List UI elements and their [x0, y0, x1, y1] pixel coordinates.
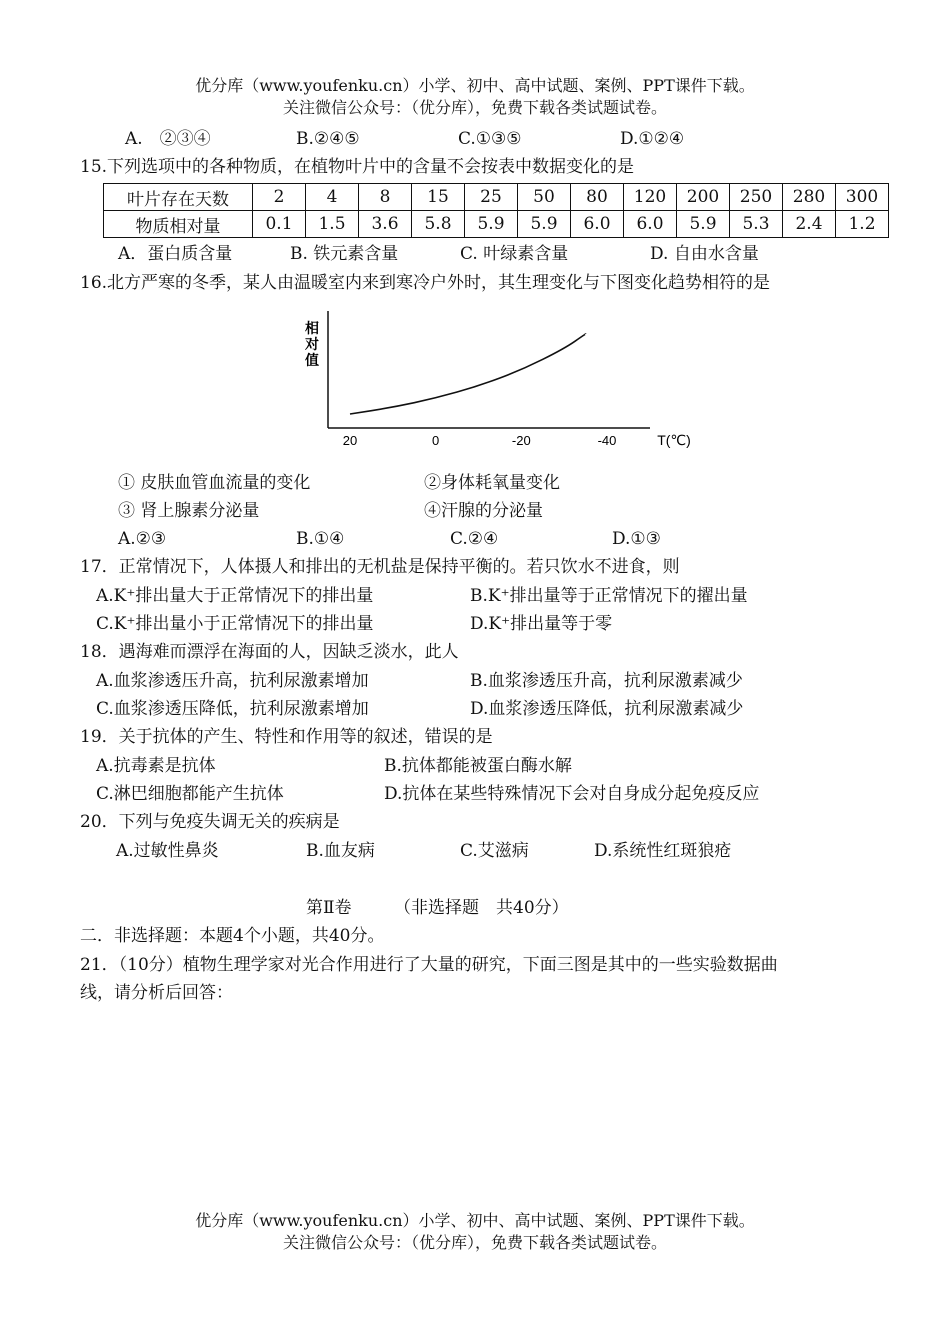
- q17-stem: 17．正常情况下，人体摄人和排出的无机盐是保持平衡的。若只饮水不进食，则: [80, 557, 680, 577]
- table-row: [104, 184, 889, 211]
- q19-option-b: B.抗体都能被蛋白酶水解: [384, 756, 572, 776]
- q16-stem: 16.北方严寒的冬季，某人由温暖室内来到寒冷户外时，其生理变化与下图变化趋势相符的是: [80, 273, 771, 293]
- table-cell: 6.0: [571, 211, 624, 238]
- section2-intro: 二．非选择题：本题4个小题，共40分。: [80, 926, 385, 946]
- q19-option-a: A.抗毒素是抗体: [96, 756, 216, 776]
- table-cell: 0.1: [253, 211, 306, 238]
- table-cell: 300: [836, 184, 889, 211]
- table-cell: 5.9: [518, 211, 571, 238]
- q18-option-d: D.血浆渗透压降低，抗利尿激素减少: [470, 699, 744, 719]
- table-cell: 250: [730, 184, 783, 211]
- table-cell: 120: [624, 184, 677, 211]
- chart-tick-label: -20: [511, 433, 531, 448]
- q16-option-b: B.①④: [296, 529, 345, 549]
- q20-option-a: A.过敏性鼻炎: [116, 841, 219, 861]
- q18-option-a: A.血浆渗透压升高，抗利尿激素增加: [96, 671, 369, 691]
- q16-item-4: ④汗腺的分泌量: [424, 501, 543, 521]
- q20-option-d: D.系统性红斑狼疮: [594, 841, 732, 861]
- q15-option-a: A．蛋白质含量: [118, 244, 233, 264]
- q19-option-d: D.抗体在某些特殊情况下会对自身成分起免疫反应: [384, 784, 760, 804]
- q17-option-d: D.K⁺排出量等于零: [470, 614, 613, 634]
- table-cell: 5.3: [730, 211, 783, 238]
- table-cell: 50: [518, 184, 571, 211]
- q14-option-a: A. ②③④: [125, 129, 211, 149]
- chart-ylabel-char: 值: [305, 352, 319, 368]
- q15-stem: 15.下列选项中的各种物质，在植物叶片中的含量不会按表中数据变化的是: [80, 157, 635, 177]
- chart-ylabel-char: 对: [305, 336, 319, 352]
- table-cell: 1.2: [836, 211, 889, 238]
- table-row-label: 物质相对量: [104, 211, 253, 238]
- q14-option-b: B.②④⑤: [296, 129, 360, 149]
- chart-tick-label: 20: [342, 433, 358, 448]
- q18-stem: 18．遇海难而漂浮在海面的人，因缺乏淡水，此人: [80, 642, 459, 662]
- q20-stem: 20．下列与免疫失调无关的疾病是: [80, 812, 340, 832]
- q20-option-b: B.血友病: [306, 841, 375, 861]
- q18-option-c: C.血浆渗透压降低，抗利尿激素增加: [96, 699, 369, 719]
- table-cell: 6.0: [624, 211, 677, 238]
- table-row: [104, 211, 889, 238]
- chart-ylabel-char: 相: [305, 320, 319, 336]
- q14-option-d: D.①②④: [620, 129, 685, 149]
- q20-option-c: C.艾滋病: [460, 841, 529, 861]
- table-row-label: 叶片存在天数: [104, 184, 253, 211]
- q16-item-1: ① 皮肤血管血流量的变化: [118, 473, 311, 493]
- q15-option-c: C. 叶绿素含量: [460, 244, 569, 264]
- q15-option-b: B. 铁元素含量: [290, 244, 399, 264]
- table-cell: 8: [359, 184, 412, 211]
- table-cell: 80: [571, 184, 624, 211]
- footer-line-2: 关注微信公众号：（优分库），免费下载各类试题试卷。: [282, 1233, 667, 1252]
- q14-option-c: C.①③⑤: [458, 129, 522, 149]
- header-line-1: 优分库（www.youfenku.cn）小学、初中、高中试题、案例、PPT课件下载。: [195, 76, 755, 95]
- table-cell: 200: [677, 184, 730, 211]
- q17-option-c: C.K⁺排出量小于正常情况下的排出量: [96, 614, 374, 634]
- table-cell: 15: [412, 184, 465, 211]
- q16-item-2: ②身体耗氧量变化: [424, 473, 560, 493]
- q16-chart: [290, 306, 710, 456]
- q19-stem: 19．关于抗体的产生、特性和作用等的叙述，错误的是: [80, 727, 493, 747]
- chart-series-line: [350, 334, 586, 414]
- table-cell: 280: [783, 184, 836, 211]
- table-cell: 5.8: [412, 211, 465, 238]
- q18-option-b: B.血浆渗透压升高，抗利尿激素减少: [470, 671, 743, 691]
- chart-tick-label: 0: [432, 433, 440, 448]
- q16-option-c: C.②④: [450, 529, 499, 549]
- q21-stem-line-2: 线，请分析后回答：: [80, 983, 233, 1003]
- q16-item-3: ③ 肾上腺素分泌量: [118, 501, 260, 521]
- table-cell: 5.9: [677, 211, 730, 238]
- q17-option-a: A.K⁺排出量大于正常情况下的排出量: [96, 586, 374, 606]
- chart-xlabel: T(℃): [657, 432, 691, 448]
- q15-option-d: D. 自由水含量: [650, 244, 759, 264]
- section2-title: 第Ⅱ卷 （非选择题 共40分）: [306, 898, 569, 918]
- table-cell: 3.6: [359, 211, 412, 238]
- q19-option-c: C.淋巴细胞都能产生抗体: [96, 784, 284, 804]
- q16-option-a: A.②③: [118, 529, 167, 549]
- table-cell: 1.5: [306, 211, 359, 238]
- table-cell: 2.4: [783, 211, 836, 238]
- chart-tick-label: -40: [597, 433, 617, 448]
- table-cell: 25: [465, 184, 518, 211]
- table-cell: 5.9: [465, 211, 518, 238]
- q16-option-d: D.①③: [612, 529, 661, 549]
- q21-stem-line-1: 21．（10分）植物生理学家对光合作用进行了大量的研究，下面三图是其中的一些实验数据曲: [80, 955, 778, 975]
- header-line-2: 关注微信公众号：（优分库），免费下载各类试题试卷。: [282, 98, 667, 117]
- q15-data-table: [103, 183, 889, 238]
- q17-option-b: B.K⁺排出量等于正常情况下的擢出量: [470, 586, 748, 606]
- table-cell: 4: [306, 184, 359, 211]
- table-cell: 2: [253, 184, 306, 211]
- footer-line-1: 优分库（www.youfenku.cn）小学、初中、高中试题、案例、PPT课件下载。: [195, 1211, 755, 1230]
